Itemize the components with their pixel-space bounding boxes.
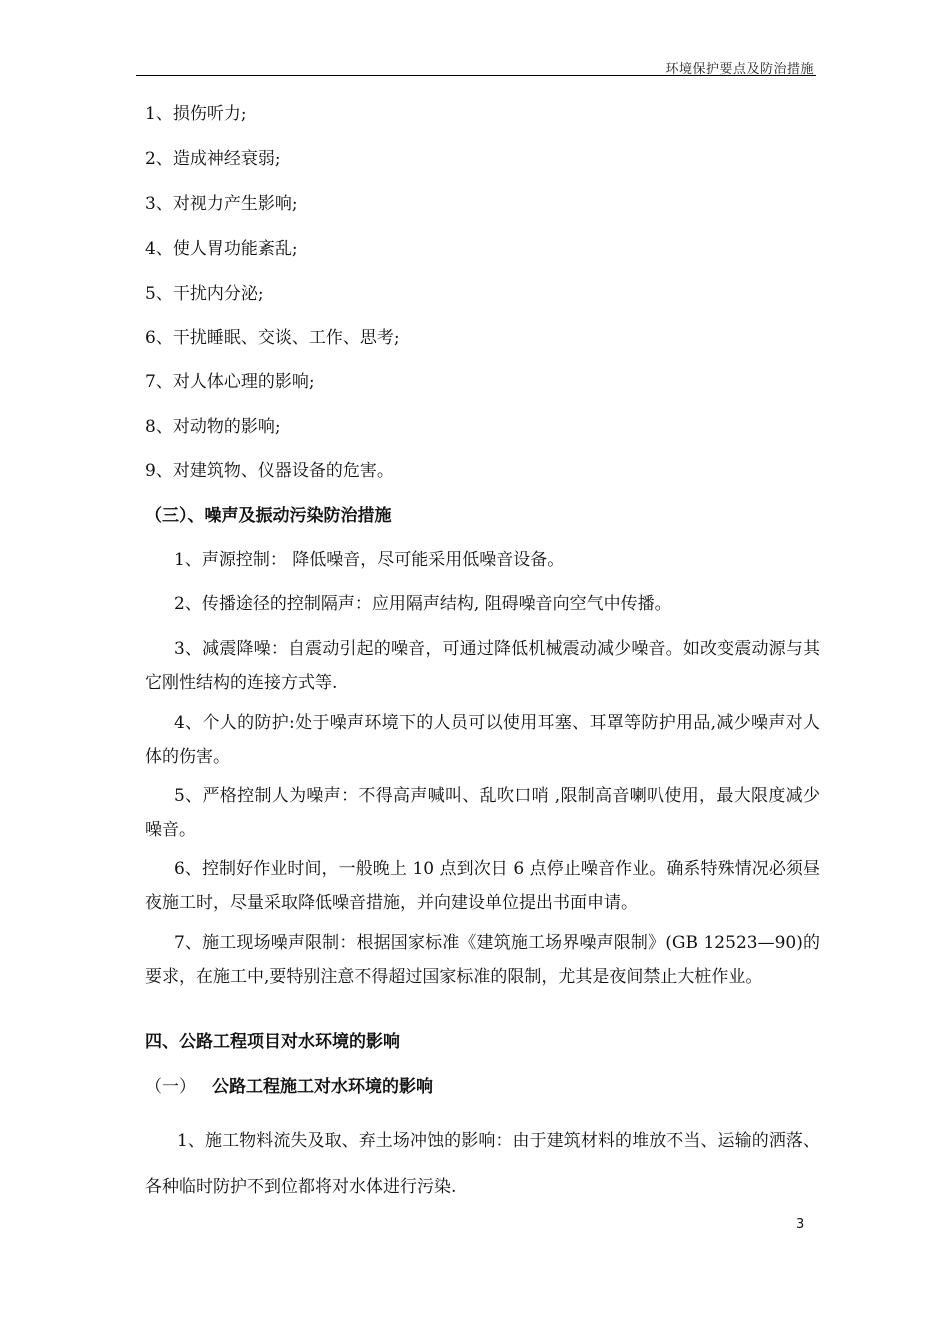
list-item: 3、对视力产生影响; <box>145 194 298 214</box>
measure-item: 7、施工现场噪声限制：根据国家标准《建筑施工场界噪声限制》(GB 12523—90)的要求，在施工中,要特别注意不得超过国家标准的限制，尤其是夜间禁止大桩作业。 <box>145 933 820 987</box>
section-heading: （三）、噪声及振动污染防治措施 <box>145 506 392 526</box>
sub-heading-prefix: （一） <box>145 1077 196 1097</box>
header-title: 环境保护要点及防治措施 <box>665 62 814 77</box>
measure-item: 6、控制好作业时间，一般晚上 10 点到次日 6 点停止噪音作业。确系特殊情况必须昼夜施工时，尽量采取降低噪音措施，并向建设单位提出书面申请。 <box>145 859 820 913</box>
list-item: 4、使人胃功能紊乱; <box>145 239 298 259</box>
sub-heading-text: 公路工程施工对水环境的影响 <box>212 1077 433 1097</box>
list-item: 8、对动物的影响; <box>145 417 281 437</box>
measure-item: 5、严格控制人为噪声：不得高声喊叫、乱吹口哨 ,限制高音喇叭使用，最大限度减少噪音。 <box>145 786 820 840</box>
sub-heading <box>145 1073 433 1101</box>
list-item: 6、干扰睡眠、交谈、工作、思考; <box>145 328 400 348</box>
measure-item: 2、传播途径的控制隔声：应用隔声结构, 阻碍噪音向空气中传播。 <box>174 594 672 614</box>
list-item: 7、对人体心理的影响; <box>145 372 315 392</box>
list-item: 1、损伤听力; <box>145 104 247 124</box>
list-item: 5、干扰内分泌; <box>145 284 264 304</box>
paragraph: 1、施工物料流失及取、弃土场冲蚀的影响：由于建筑材料的堆放不当、运输的洒落、各种临时防护不到位都将对水体进行污染. <box>145 1131 820 1197</box>
measure-item: 3、减震降噪：自震动引起的噪音，可通过降低机械震动减少噪音。如改变震动源与其它刚性结构的连接方式等. <box>145 639 820 693</box>
measure-item: 4、个人的防护:处于噪声环境下的人员可以使用耳塞、耳罩等防护用品,减少噪声对人体的伤害。 <box>145 713 820 767</box>
measure-item: 1、声源控制： 降低噪音，尽可能采用低噪音设备。 <box>174 550 565 570</box>
list-item: 2、造成神经衰弱; <box>145 149 281 169</box>
list-item: 9、对建筑物、仪器设备的危害。 <box>145 461 394 481</box>
page-number: 3 <box>796 1217 805 1232</box>
section-heading: 四、公路工程项目对水环境的影响 <box>145 1032 400 1052</box>
